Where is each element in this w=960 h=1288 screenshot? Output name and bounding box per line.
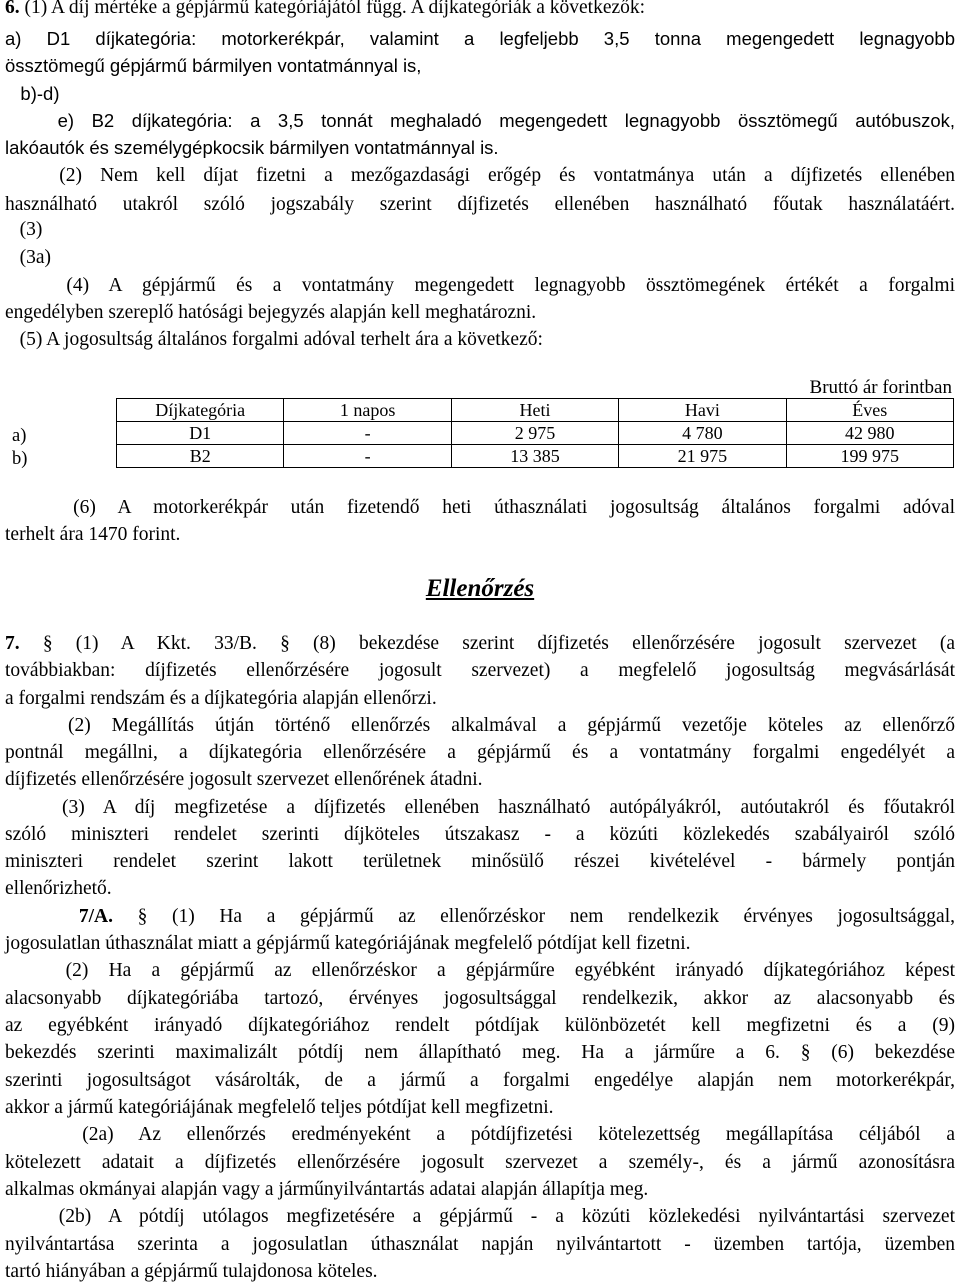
text-span: § (1) Ha a gépjármű az ellenőrzéskor nem rendelkezik érvényes jogosultsággal, bbox=[137, 906, 956, 927]
column-header: Díjkategória bbox=[117, 399, 284, 422]
section-6-line-1 bbox=[5, 0, 955, 21]
table-cell: D1 bbox=[117, 422, 284, 445]
text-span: § (1) A Kkt. 33/B. § (8) bekezdése szerint díjfizetés ellenőrzésére jogosult szervezet (a bbox=[42, 633, 955, 654]
text-line: szerinti jogosultságot vásárolták, de a jármű a forgalmi engedélye alapján nem motorkerékpár, bbox=[5, 1070, 955, 1091]
text-line: szóló miniszteri rendelet szerinti díjköteles útszakasz - a közúti közlekedés szabályairól szóló bbox=[5, 824, 955, 845]
text-line: az egyébként irányadó díjkategóriához rendelt pótdíjak különbözetét kell megfizetni és a (9) bbox=[5, 1015, 955, 1036]
column-header: Havi bbox=[619, 399, 786, 422]
text-line: (2) Megállítás útján történő ellenőrzés alkalmával a gépjármű vezetője köteles az ellenőrző bbox=[5, 715, 955, 736]
table-cell: 21 975 bbox=[619, 445, 786, 468]
text-line: (6) A motorkerékpár után fizetendő heti úthasználati jogosultság általános forgalmi adóval bbox=[5, 497, 955, 518]
text-line: lakóautók és személygépkocsik bármilyen vontatmánnyal is. bbox=[5, 137, 499, 158]
text-line: pontnál megállni, a díjkategória ellenőrzésére a gépjármű és a vontatmány forgalmi engedélyét a bbox=[5, 742, 955, 763]
text-line: bekezdés szerinti maximalizált pótdíj nem állapítható meg. Ha a járműre a 6. § (6) bekezdése bbox=[5, 1042, 955, 1063]
text-line: jogosulatlan úthasználat miatt a gépjármű kategóriájának megfelelő pótdíjat kell fizetni. bbox=[5, 933, 691, 954]
text-line: ellenőrizhető. bbox=[5, 878, 112, 899]
text-line: (2b) A pótdíj utólagos megfizetésére a gépjármű - a közúti közlekedési nyilvántartási szervezet bbox=[5, 1206, 955, 1227]
text-line: b)-d) bbox=[5, 83, 60, 104]
text-line: e) B2 díjkategória: a 3,5 tonnát meghaladó megengedett legnagyobb össztömegű autóbuszok, bbox=[5, 110, 955, 131]
text-line: (3) bbox=[5, 219, 43, 240]
text-line: a forgalmi rendszám és a díjkategória alapján ellenőrzi. bbox=[5, 688, 437, 709]
text-line: (2) Ha a gépjármű az ellenőrzéskor a gépjárműre egyébként irányadó díjkategóriához képest bbox=[5, 960, 955, 981]
table-cell: 13 385 bbox=[451, 445, 618, 468]
text-line: engedélyben szereplő hatósági bejegyzés alapján kell meghatározni. bbox=[5, 302, 537, 323]
column-header: 1 napos bbox=[284, 399, 451, 422]
text-line: tartó hiányában a gépjármű tulajdonosa köteles. bbox=[5, 1261, 378, 1282]
text-line: nyilvántartása szerinta a jogosulatlan úthasználat napján nyilvántartott - üzemben tartója, üzemben bbox=[5, 1234, 955, 1255]
section-heading: Ellenőrzés bbox=[425, 575, 535, 602]
row-label: b) bbox=[12, 449, 28, 469]
table-header-row bbox=[117, 399, 954, 422]
text-line: alkalmas okmányai alapján vagy a járműnyilvántartás adatai alapján állapítja meg. bbox=[5, 1179, 649, 1200]
table-cell: B2 bbox=[117, 445, 284, 468]
text-line: továbbiakban: díjfizetés ellenőrzésére jogosult szervezet) a megfelelő jogosultság megvásárlását bbox=[5, 660, 955, 681]
table-cell: 2 975 bbox=[451, 422, 618, 445]
table-row bbox=[117, 445, 954, 468]
table-cell: 199 975 bbox=[786, 445, 953, 468]
table-cell: - bbox=[284, 422, 451, 445]
text-line: kötelezett adatait a díjfizetés ellenőrzésére jogosult szervezet a személy-, és a jármű azonosításra bbox=[5, 1152, 955, 1173]
row-label: a) bbox=[12, 426, 27, 446]
text-line: díjfizetés ellenőrzésére jogosult szervezet ellenőrének átadni. bbox=[5, 769, 483, 790]
text-line: a) D1 díjkategória: motorkerékpár, valamint a legfeljebb 3,5 tonna megengedett legnagyobb bbox=[5, 28, 955, 49]
text-line: (2) Nem kell díjat fizetni a mezőgazdasági erőgép és vontatmánya után a díjfizetés ellenében bbox=[5, 165, 955, 186]
text-line: (1) A díj mértéke a gépjármű kategóriájától függ. A díjkategóriák a következők: bbox=[24, 0, 646, 18]
table-cell: 4 780 bbox=[619, 422, 786, 445]
text-line: (5) A jogosultság általános forgalmi adóval terhelt ára a következő: bbox=[5, 329, 543, 350]
text-line: (2a) Az ellenőrzés eredményeként a pótdíjfizetési kötelezettség megállapítása céljából a bbox=[5, 1124, 955, 1145]
table-cell: - bbox=[284, 445, 451, 468]
column-header: Heti bbox=[451, 399, 618, 422]
text-line: alacsonyabb díjkategóriába tartozó, érvényes jogosultsággal rendelkezik, akkor az alacsonyabb és bbox=[5, 988, 955, 1009]
text-line: (3a) bbox=[5, 247, 52, 268]
text-line: (4) A gépjármű és a vontatmány megengedett legnagyobb össztömegének értékét a forgalmi bbox=[5, 275, 955, 296]
table-cell: 42 980 bbox=[786, 422, 953, 445]
text-line: használható utakról szóló jogszabály szerint díjfizetés ellenében használható főutak használatáért. bbox=[5, 194, 955, 215]
text-line bbox=[5, 903, 955, 930]
table-caption: Bruttó ár forintban bbox=[809, 377, 952, 398]
section-number: 6. bbox=[5, 0, 25, 18]
text-line: miniszteri rendelet szerint lakott területnek minősülő részei kivételével - bármely pontján bbox=[5, 851, 955, 872]
section-number: 7/A. bbox=[5, 906, 138, 927]
table-row bbox=[117, 422, 954, 445]
text-line: össztömegű gépjármű bármilyen vontatmánnyal is, bbox=[5, 55, 422, 76]
section-number: 7. bbox=[5, 633, 43, 654]
text-line: terhelt ára 1470 forint. bbox=[5, 524, 181, 545]
text-line: akkor a jármű kategóriájának megfelelő teljes pótdíjat kell megfizetni. bbox=[5, 1097, 554, 1118]
column-header: Éves bbox=[786, 399, 953, 422]
text-line: (3) A díj megfizetése a díjfizetés ellenében használható autópályákról, autóutakról és főutakról bbox=[5, 797, 955, 818]
text-line bbox=[5, 630, 955, 657]
price-table bbox=[116, 398, 954, 468]
